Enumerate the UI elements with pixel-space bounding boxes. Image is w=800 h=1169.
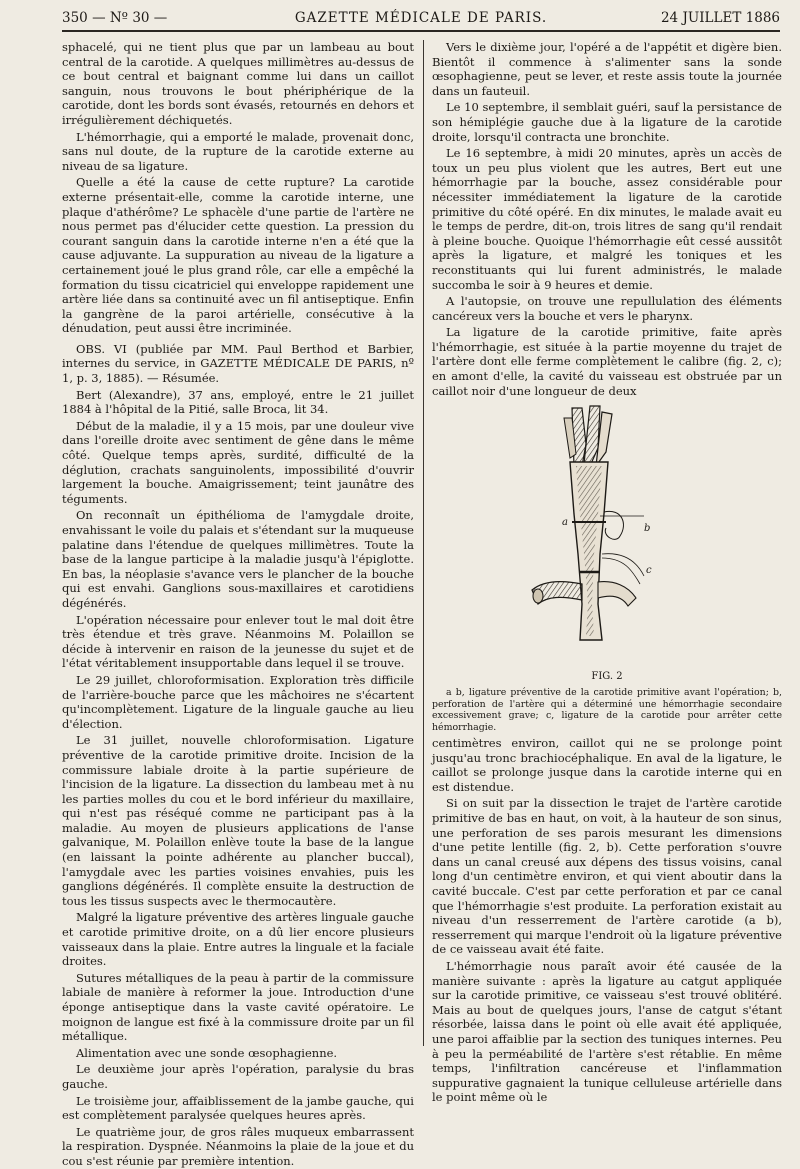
journal-title: GAZETTE MÉDICALE DE PARIS.: [294, 10, 548, 26]
paragraph: L'hémorrhagie, qui a emporté le malade, provenait donc, sans nul doute, de la rupture de la carotide externe au niveau de sa ligature.: [62, 129, 414, 173]
paragraph: Le 31 juillet, nouvelle chloroformisation. Ligature préventive de la carotide primitive droite. Incision de la commissure labiale droite à la partie supérieure de l'incision de la ligature. La dissection du lambeau met à nu les parties molles du cou et le bord inférieur du maxillaire, qui n'est pas réséqué comme ne participant pas à la maladie. Au moyen de plusieurs applications de l'anse galvanique, M. Polaillon enlève toute la base de la langue (en laissant la pointe adhérente au plancher buccal), l'amygdale avec les parties voisines envahies, puis les ganglions dégénérés. Il complète ensuite la destruction de tous les tissus suspects avec le thermocautère.: [62, 733, 414, 908]
paragraph: La ligature de la carotide primitive, faite après l'hémorrhagie, est située à la partie moyenne du trajet de l'artère dont elle ferme complètement le calibre (fig. 2, c); en amont d'elle, la cavité du vaisseau est obstruée par un caillot noir d'une longueur de deux: [432, 325, 782, 398]
figure-caption: a b, ligature préventive de la carotide primitive avant l'opération; b, perforation de l'artère qui a déterminé une hémorrhagie secondaire excessivement grave; c, ligature de la carotide pour arrêter cette hémorrhagie.: [432, 686, 782, 734]
paragraph: Le quatrième jour, de gros râles muqueux embarrassent la respiration. Dyspnée. Néanmoins la plaie de la joue et du cou s'est réunie par première intention.: [62, 1124, 414, 1168]
figure-label-c: c: [646, 565, 652, 577]
paragraph: Malgré la ligature préventive des artères linguale gauche et carotide primitive droite, on a dû lier encore plusieurs vaisseaux dans la plaie. Entre autres la linguale et la faciale droites.: [62, 910, 414, 969]
paragraph: On reconnaît un épithélioma de l'amygdale droite, envahissant le voile du palais et s'étendant sur la muqueuse palatine dans l'étendue de quelques millimètres. Toute la base de la langue participe à la maladie jusqu'à l'épiglotte. En bas, la néoplasie s'avance vers le plancher de la bouche qui est envahi. Ganglions sous-maxillaires et carotidiens dégénérés.: [62, 508, 414, 610]
issue-number: — Nº 30 —: [92, 10, 168, 26]
issue-date: 24 JUILLET 1886: [660, 10, 780, 26]
paragraph: Le 10 septembre, il semblait guéri, sauf la persistance de son hémiplégie gauche due à la ligature de la carotide droite, lorsqu'il contracta une bronchite.: [432, 100, 782, 144]
figure-label-b: b: [644, 523, 651, 535]
paragraph: centimètres environ, caillot qui ne se prolonge point jusqu'au tronc brachiocéphalique. En aval de la ligature, le caillot se prolonge jusque dans la carotide interne qui en est distendue.: [432, 736, 782, 794]
carotid-illustration: [532, 404, 672, 666]
page-number: 350: [62, 10, 88, 26]
paragraph: Sutures métalliques de la peau à partir de la commissure labiale de manière à reformer la joue. Introduction d'une éponge antiseptique dans la vaste cavité opératoire. Le moignon de langue est fixé à la commissure droite par un fil métallique.: [62, 970, 414, 1044]
observation-heading: OBS. VI (publiée par MM. Paul Berthod et Barbier, internes du service, in GAZETTE MÉDICALE DE PARIS, nº 1, p. 3, 1885). — Résumée.: [62, 341, 414, 386]
paragraph: Le troisième jour, affaiblissement de la jambe gauche, qui est complètement paralysée quelques heures après.: [62, 1093, 414, 1123]
paragraph: L'hémorrhagie nous paraît avoir été causée de la manière suivante : après la ligature au catgut appliquée sur la carotide primitive, ce vaisseau s'est trouvé oblitéré. Mais au bout de quelques jours, l'anse de catgut s'étant résorbée, laissa dans le point où elle avait été appliquée, une paroi affaiblie par la section des tuniques internes. Peu à peu la perméabilité de l'artère s'est rétablie. En même temps, l'infiltration cancéreuse et l'inflammation suppurative gagnaient la tunique celluleuse artérielle dans le point même où le: [432, 958, 782, 1105]
figure-title: FIG. 2: [591, 671, 623, 683]
paragraph: Quelle a été la cause de cette rupture? La carotide externe présentait-elle, comme la carotide interne, une plaque d'athérôme? Le sphacèle d'une partie de l'artère ne nous permet pas d'élucider cette question. La pression du courant sanguin dans la carotide interne n'en a été que la cause adjuvante. La suppuration au niveau de la ligature a certainement joué le plus grand rôle, car elle a empêché la formation du tissu cicatriciel qui enveloppe rapidement une artère liée dans sa continuité avec un fil antiseptique. Enfin la gangrène de la paroi artérielle, consécutive à la dénudation, peut aussi être incriminée.: [62, 175, 414, 336]
paragraph: Le 29 juillet, chloroformisation. Exploration très difficile de l'arrière-bouche parce que les mâchoires ne s'écartent qu'incomplètement. Ligature de la linguale gauche au lieu d'élection.: [62, 672, 414, 731]
column-divider: [423, 40, 424, 1046]
paragraph: Début de la maladie, il y a 15 mois, par une douleur vive dans l'oreille droite avec sentiment de gêne dans le même côté. Quelque temps après, surdité, difficulté de la déglution, crachats sanguinolents, impossibilité d'ouvrir largement la bouche. Amaigrissement; teint jaunâtre des téguments.: [62, 418, 414, 506]
paragraph: Le 16 septembre, à midi 20 minutes, après un accès de toux un peu plus violent que les autres, Bert eut une hémorrhagie par la bouche, assez considérable pour nécessiter immédiatement la ligature de la carotide primitive du côté opéré. En dix minutes, le malade avait eu le temps de perdre, dit-on, trois litres de sang qu'il rendait à pleine bouche. Quoique l'hémorrhagie eût cessé aussitôt après la ligature, et malgré les toniques et les reconstituants qui lui furent administrés, le malade succomba le soir à 9 heures et demie.: [432, 146, 782, 292]
paragraph: sphacelé, qui ne tient plus que par un lambeau au bout central de la carotide. A quelques millimètres au-dessus de ce bout central et baignant comme lui dans un caillot sanguin, nous trouvons le bout phériphérique de la carotide, dont les bords sont évasés, retournés en dehors et irrégulièrement déchiquetés.: [62, 40, 414, 127]
paragraph: A l'autopsie, on trouve une repullulation des éléments cancéreux vers la bouche et vers le pharynx.: [432, 294, 782, 323]
paragraph: Si on suit par la dissection le trajet de l'artère carotide primitive de bas en haut, on voit, à la hauteur de son sinus, une perforation de ses parois mesurant les dimensions d'une petite lentille (fig. 2, b). Cette perforation s'ouvre dans un canal creusé aux dépens des tissus voisins, canal long d'un centimètre environ, et qui vient aboutir dans la cavité buccale. C'est par cette perforation et par ce canal que l'hémorrhagie s'est produite. La perforation existait au niveau d'un resserrement de l'artère carotide (a b), resserrement qui marque l'endroit où la ligature préventive de ce vaisseau avait été faite.: [432, 796, 782, 957]
figure-carotid-artery: [432, 404, 782, 666]
paragraph: Bert (Alexandre), 37 ans, employé, entre le 21 juillet 1884 à l'hôpital de la Pitié, salle Broca, lit 34.: [62, 387, 414, 417]
left-column: [62, 40, 414, 1168]
paragraph: Vers le dixième jour, l'opéré a de l'appétit et digère bien. Bientôt il commence à s'alimenter sans la sonde œsophagienne, peut se lever, et reste assis toute la journée dans un fauteuil.: [432, 40, 782, 98]
paragraph: Alimentation avec une sonde œsophagienne.: [76, 1045, 338, 1060]
paragraph: Le deuxième jour après l'opération, paralysie du bras gauche.: [62, 1062, 414, 1091]
paragraph: L'opération nécessaire pour enlever tout le mal doit être très étendue et très grave. Néanmoins M. Polaillon se décide à intervenir en raison de la jeunesse du sujet et de l'état véritablement insupportable dans lequel il se trouve.: [62, 612, 414, 671]
right-column: [432, 40, 782, 1105]
figure-label-a: a: [562, 517, 568, 529]
page-header: [62, 6, 780, 32]
